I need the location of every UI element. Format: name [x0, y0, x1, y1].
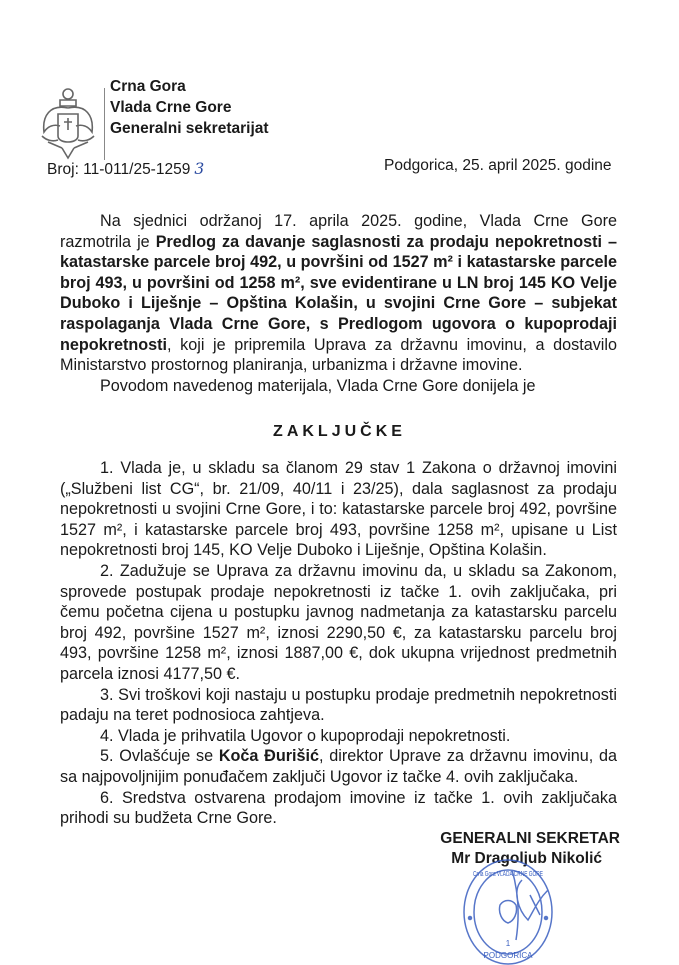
conclusion-1: 1. Vlada je, u skladu sa članom 29 stav 1 Zakona o državnoj imovini („Službeni list CG“, br. 21/09, 40/11 i 23/25), dala saglasnost za prodaju nepokretnosti u svojini Crne Gore, i to: katastarske parcele broj 492, površine 1527 m², i katastarske parcele broj 493, površine 1258 m², upisane u List nepokretnosti broj 145, KO Velje Duboko i Liješnje, Opština Kolašin.: [60, 459, 617, 560]
intro-bold-text: Predlog za davanje saglasnosti za prodaju nepokretnosti – katastarske parcele broj 492, u površini od 1527 m² i katastarske parcele broj 493, u površini od 1258 m², sve evidentirane u LN broj 145 KO Velje Duboko i Liješnje – Opština Kolašin, u svojini Crne Gore – subjekat raspolaganja Vlada Crne Gore, s Predlogom ugovora o kupoprodaji nepokretnosti: [60, 232, 618, 354]
letterhead-country: Crna Gora: [110, 78, 186, 95]
conclusion-5: [60, 746, 617, 787]
intro-text-end: , koji je pripremila Uprava za državnu imovinu, a dostavilo Ministarstvo prostornog planiranja, urbanizma i državne imovine.: [60, 335, 617, 375]
letterhead-government: Vlada Crne Gore: [110, 99, 232, 116]
section-title: ZAKLJUČKE: [273, 423, 406, 440]
montenegro-coat-of-arms-icon: [38, 86, 98, 162]
intro-paragraph: [60, 211, 617, 376]
letterhead: [110, 76, 269, 139]
letterhead-office: Generalni sekretarijat: [110, 120, 269, 137]
place-date: Podgorica, 25. april 2025. godine: [384, 157, 612, 174]
conclusion-3: 3. Svi troškovi koji nastaju u postupku prodaje predmetnih nepokretnosti padaju na teret podnosioca zahtjeva.: [60, 685, 617, 725]
intro-text: Na sjednici održanoj 17. aprila 2025. godine, Vlada Crne Gore razmotrila je: [60, 212, 617, 251]
conclusion-2: 2. Zadužuje se Uprava za državnu imovinu da, u skladu sa Zakonom, sprovede postupak prodaje nepokretnosti iz tačke 1. ovih zaključaka, pri čemu početna cijena u postupku javnog nadmetanja za katastarsku parcelu broj 492, površine 1527 m², iznosi 2290,50 €, za katastarsku parcelu broj 493, površine 1258 m², iznosi 1887,00 €, dok ukupna vrijednost predmetnih parcela iznosi 4177,50 €.: [60, 561, 617, 683]
intro-section: [60, 211, 617, 396]
stamp-text: Crna Gora VLADA CRNE GORE: [473, 871, 544, 878]
conclusion-5-text: 5. Ovlašćuje se: [100, 747, 219, 766]
conclusion-5-name: Koča Đurišić: [218, 747, 320, 766]
header-divider: [104, 88, 105, 160]
document-number: [47, 160, 204, 179]
conclusions-list: [60, 458, 617, 829]
signatory-name: Mr Dragoljub Nikolić: [451, 850, 602, 867]
signatory-title: GENERALNI SEKRETAR: [440, 830, 620, 847]
intro-paragraph-2: Povodom navedenog materijala, Vlada Crne Gore donijela je: [100, 376, 536, 395]
official-stamp-icon: [460, 850, 560, 965]
conclusion-5-text-end: , direktor Uprave za državnu imovinu, da sa najpovoljnijim ponuđačem zaključi Ugovor iz tačke 4. ovih zaključaka.: [60, 747, 617, 786]
stamp-number: 1: [505, 939, 511, 948]
conclusion-4: 4. Vlada je prihvatila Ugovor o kupoprodaji nepokretnosti.: [100, 726, 511, 745]
handwritten-number: 3: [194, 160, 205, 178]
stamp-city: PODGORICA: [483, 951, 533, 960]
conclusion-6: 6. Sredstva ostvarena prodajom imovine iz tačke 1. ovih zaključaka prihodi su budžeta Crne Gore.: [60, 788, 617, 828]
document-number-text: Broj: 11-011/25-1259: [47, 161, 191, 178]
